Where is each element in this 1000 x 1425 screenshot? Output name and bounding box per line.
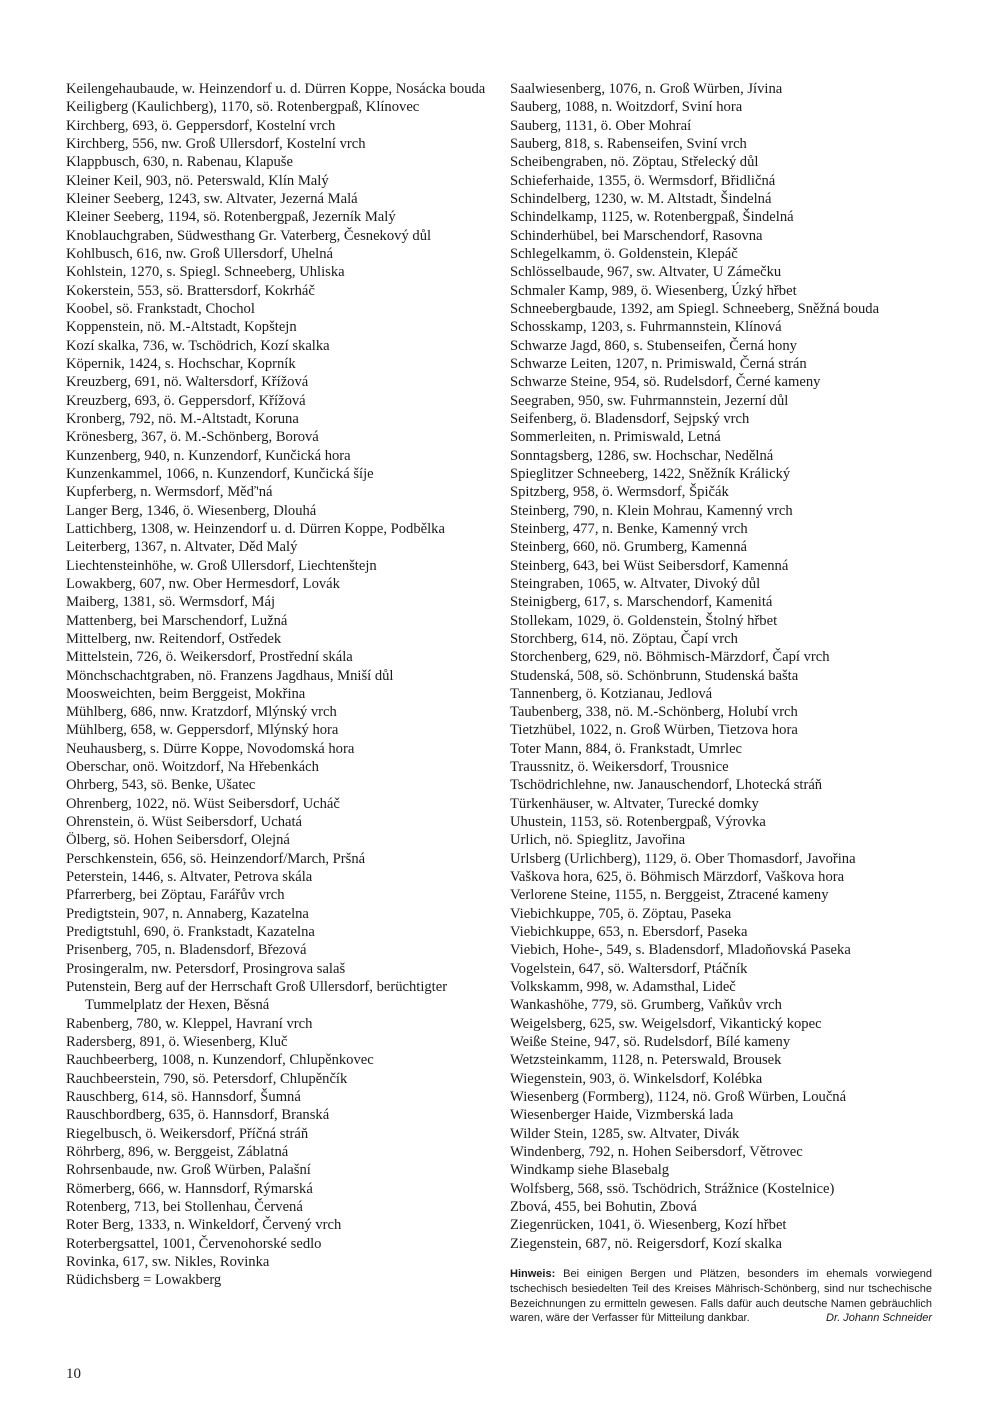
index-entry: Studenská, 508, sö. Schönbrunn, Studenská bašta <box>510 667 799 684</box>
index-entry: Lattichberg, 1308, w. Heinzendorf u. d. Dürren Koppe, Podbělka <box>66 520 445 537</box>
index-entry: Kunzenkammel, 1066, n. Kunzendorf, Kunčická šíje <box>66 465 374 482</box>
index-entry: Schindelkamp, 1125, w. Rotenbergpaß, Šindelná <box>510 209 794 226</box>
index-entry: Kozí skalka, 736, w. Tschödrich, Kozí skalka <box>66 337 330 354</box>
index-entry: Zbová, 455, bei Bohutin, Zbová <box>510 1199 697 1216</box>
index-entry: Mönchschachtgraben, nö. Franzens Jagdhaus, Mniší důl <box>66 667 394 684</box>
index-entry: Tannenberg, ö. Kotzianau, Jedlová <box>510 685 713 702</box>
index-entry: Kirchberg, 693, ö. Geppersdorf, Kostelní vrch <box>66 117 336 134</box>
index-entry: Wiesenberger Haide, Vizmberská lada <box>510 1107 734 1124</box>
index-entry: Röhrberg, 896, w. Berggeist, Záblatná <box>66 1144 289 1161</box>
index-entry: Knoblauchgraben, Südwesthang Gr. Vaterberg, Česnekový důl <box>66 227 432 244</box>
index-entry: Prosingeralm, nw. Petersdorf, Prosingrova salaš <box>66 960 346 977</box>
index-entry: Vogelstein, 647, sö. Waltersdorf, Ptáčník <box>510 960 748 977</box>
index-entry: Türkenhäuser, w. Altvater, Turecké domky <box>510 795 759 812</box>
index-entry: Kreuzberg, 691, nö. Waltersdorf, Křížová <box>66 374 309 391</box>
index-entry: Ohrenberg, 1022, nö. Wüst Seibersdorf, Ucháč <box>66 795 340 812</box>
index-entry: Rüdichsberg = Lowakberg <box>66 1272 222 1289</box>
index-entry: Mittelstein, 726, ö. Weikersdorf, Prostřední skála <box>66 649 353 666</box>
page-number: 10 <box>66 1366 81 1382</box>
index-entry: Leiterberg, 1367, n. Altvater, Děd Malý <box>66 539 298 556</box>
index-entry: Moosweichten, beim Berggeist, Mokřina <box>66 685 306 702</box>
index-entry: Koppenstein, nö. M.-Altstadt, Kopštejn <box>66 319 297 336</box>
index-entry: Saalwiesenberg, 1076, n. Groß Würben, Jívina <box>510 81 783 97</box>
index-entry: Wolfsberg, 568, ssö. Tschödrich, Strážnice (Kostelnice) <box>510 1180 835 1197</box>
index-entry: Mittelberg, nw. Reitendorf, Ostředek <box>66 630 282 647</box>
index-entry: Schindelberg, 1230, w. M. Altstadt, Šindelná <box>510 190 772 207</box>
index-entry: Roter Berg, 1333, n. Winkeldorf, Červený vrch <box>66 1217 342 1234</box>
index-entry: Wetzsteinkamm, 1128, n. Peterswald, Brousek <box>510 1052 782 1069</box>
index-entry: Traussnitz, ö. Weikersdorf, Trousnice <box>510 759 729 776</box>
index-entry: Schieferhaide, 1355, ö. Wermsdorf, Břidličná <box>510 172 776 189</box>
index-entry: Kupferberg, n. Wermsdorf, Měď'ná <box>66 484 273 501</box>
index-entry: Uhustein, 1153, sö. Rotenbergpaß, Výrovka <box>510 814 766 831</box>
index-entry: Steinberg, 643, bei Wüst Seibersdorf, Kamenná <box>510 557 789 574</box>
index-entry: Kleiner Seeberg, 1194, sö. Rotenbergpaß, Jezerník Malý <box>66 209 396 226</box>
index-entry: Köpernik, 1424, s. Hochschar, Koprník <box>66 355 296 372</box>
index-entry: Kohlstein, 1270, s. Spiegl. Schneeberg, Uhliska <box>66 264 345 281</box>
index-entry: Storchberg, 614, nö. Zöptau, Čapí vrch <box>510 630 738 647</box>
index-entry: Wiegenstein, 903, ö. Winkelsdorf, Kolébka <box>510 1070 763 1087</box>
index-entry: Vaškova hora, 625, ö. Böhmisch Märzdorf, Vaškova hora <box>510 869 845 886</box>
index-entry: Weiße Steine, 947, sö. Rudelsdorf, Bílé kameny <box>510 1034 791 1051</box>
index-entry: Schosskamp, 1203, s. Fuhrmannstein, Klínová <box>510 319 782 336</box>
index-entry: Urlich, nö. Spieglitz, Javořina <box>510 832 686 849</box>
index-entry: Schwarze Steine, 954, sö. Rudelsdorf, Černé kameny <box>510 374 821 391</box>
index-entry: Schmaler Kamp, 989, ö. Wiesenberg, Úzký hřbet <box>510 282 797 299</box>
index-entry: Wiesenberg (Formberg), 1124, nö. Groß Würben, Loučná <box>510 1089 847 1106</box>
right-column-entries <box>510 80 935 1253</box>
index-entry: Rauchbeerstein, 790, sö. Petersdorf, Chlupěnčík <box>66 1070 348 1087</box>
index-entry: Stollekam, 1029, ö. Goldenstein, Štolný hřbet <box>510 612 778 629</box>
index-entry: Wilder Stein, 1285, sw. Altvater, Divák <box>510 1125 740 1142</box>
index-entry: Kronberg, 792, nö. M.-Altstadt, Koruna <box>66 410 299 427</box>
right-column <box>510 80 935 1326</box>
index-entry: Weigelsberg, 625, sw. Weigelsdorf, Vikantický kopec <box>510 1015 822 1032</box>
index-entry: Storchenberg, 629, nö. Böhmisch-Märzdorf, Čapí vrch <box>510 649 830 666</box>
index-entry: Mattenberg, bei Marschendorf, Lužná <box>66 612 288 629</box>
note <box>510 1267 932 1326</box>
index-entry: Seegraben, 950, sw. Fuhrmannstein, Jezerní důl <box>510 392 789 409</box>
index-entry: Spitzberg, 958, ö. Wermsdorf, Špičák <box>510 484 729 501</box>
index-entry: Viebichkuppe, 705, ö. Zöptau, Paseka <box>510 905 732 922</box>
index-entry: Krönesberg, 367, ö. M.-Schönberg, Borová <box>66 429 319 446</box>
index-entry: Kreuzberg, 693, ö. Geppersdorf, Křížová <box>66 392 306 409</box>
left-column <box>66 80 496 1290</box>
index-entry: Kohlbusch, 616, nw. Groß Ullersdorf, Uhelná <box>66 245 333 262</box>
index-entry: Ohrberg, 543, sö. Benke, Ušatec <box>66 777 256 794</box>
index-entry: Schwarze Leiten, 1207, n. Primiswald, Černá strán <box>510 355 807 372</box>
index-entry: Maiberg, 1381, sö. Wermsdorf, Máj <box>66 594 276 611</box>
index-entry: Roterbergsattel, 1001, Červenohorské sedlo <box>66 1235 322 1252</box>
index-entry: Liechtensteinhöhe, w. Groß Ullersdorf, Liechtenštejn <box>66 557 377 574</box>
index-entry: Ohrenstein, ö. Wüst Seibersdorf, Uchatá <box>66 814 303 831</box>
index-entry: Kirchberg, 556, nw. Groß Ullersdorf, Kostelní vrch <box>66 135 366 152</box>
index-entry: Steinberg, 660, nö. Grumberg, Kamenná <box>510 539 747 556</box>
index-entry: Lowakberg, 607, nw. Ober Hermesdorf, Lovák <box>66 575 340 592</box>
index-entry: Seifenberg, ö. Bladensdorf, Sejpský vrch <box>510 410 750 427</box>
index-entry: Kunzenberg, 940, n. Kunzendorf, Kunčická hora <box>66 447 351 464</box>
index-entry: Taubenberg, 338, nö. M.-Schönberg, Holubí vrch <box>510 704 798 721</box>
index-entry: Rabenberg, 780, w. Kleppel, Havraní vrch <box>66 1015 313 1032</box>
index-entry: Tietzhübel, 1022, n. Groß Würben, Tietzova hora <box>510 722 798 739</box>
index-entry: Scheibengraben, nö. Zöptau, Střelecký důl <box>510 154 759 171</box>
index-entry: Tschödrichlehne, nw. Janauschendorf, Lhotecká stráň <box>510 777 823 794</box>
index-entry: Steinigberg, 617, s. Marschendorf, Kamenitá <box>510 594 773 611</box>
index-entry: Keilengehaubaude, w. Heinzendorf u. d. Dürren Koppe, Nosácka bouda <box>66 81 486 97</box>
index-entry: Wankashöhe, 779, sö. Grumberg, Vaňkův vrch <box>510 997 782 1014</box>
note-label: Hinweis: <box>510 1268 556 1280</box>
index-entry: Langer Berg, 1346, ö. Wiesenberg, Dlouhá <box>66 502 317 519</box>
index-entry: Kleiner Seeberg, 1243, sw. Altvater, Jezerná Malá <box>66 190 358 207</box>
index-entry: Riegelbusch, ö. Weikersdorf, Příčná stráň <box>66 1125 309 1142</box>
index-entry: Schlegelkamm, ö. Goldenstein, Klepáč <box>510 245 738 262</box>
index-entry: Verlorene Steine, 1155, n. Berggeist, Ztracené kameny <box>510 887 829 904</box>
index-entry: Peterstein, 1446, s. Altvater, Petrova skála <box>66 869 313 886</box>
index-entry: Sauberg, 818, s. Rabenseifen, Sviní vrch <box>510 135 747 152</box>
index-entry: Schwarze Jagd, 860, s. Stubenseifen, Černá hony <box>510 337 797 354</box>
index-entry: Ziegenrücken, 1041, ö. Wiesenberg, Kozí hřbet <box>510 1217 787 1234</box>
index-entry: Neuhausberg, s. Dürre Koppe, Novodomská hora <box>66 740 355 757</box>
index-entry: Spieglitzer Schneeberg, 1422, Sněžník Králický <box>510 465 791 482</box>
index-entry: Ziegenstein, 687, nö. Reigersdorf, Kozí skalka <box>510 1235 782 1252</box>
index-entry: Steinberg, 790, n. Klein Mohrau, Kamenný vrch <box>510 502 793 519</box>
index-entry: Rotenberg, 713, bei Stollenhau, Červená <box>66 1199 303 1216</box>
index-entry: Predigtstein, 907, n. Annaberg, Kazatelna <box>66 905 309 922</box>
index-entry: Windenberg, 792, n. Hohen Seibersdorf, Větrovec <box>510 1144 803 1161</box>
index-entry: Römerberg, 666, w. Hannsdorf, Rýmarská <box>66 1180 313 1197</box>
index-entry: Schinderhübel, bei Marschendorf, Rasovna <box>510 227 763 244</box>
index-entry: Sonntagsberg, 1286, sw. Hochschar, Nedělná <box>510 447 774 464</box>
index-entry: Viebichkuppe, 653, n. Ebersdorf, Paseka <box>510 924 748 941</box>
note-author: Dr. Johann Schneider <box>826 1312 932 1325</box>
index-entry: Mühlberg, 686, nnw. Kratzdorf, Mlýnský vrch <box>66 704 337 721</box>
index-entry: Oberschar, onö. Woitzdorf, Na Hřebenkách <box>66 759 319 776</box>
index-entry: Volkskamm, 998, w. Adamsthal, Lideč <box>510 979 736 996</box>
index-entry: Urlsberg (Urlichberg), 1129, ö. Ober Thomasdorf, Javořina <box>510 850 856 867</box>
index-entry: Sauberg, 1131, ö. Ober Mohraí <box>510 117 692 134</box>
index-entry: Mühlberg, 658, w. Geppersdorf, Mlýnský hora <box>66 722 339 739</box>
index-entry: Pfarrerberg, bei Zöptau, Farářův vrch <box>66 887 285 904</box>
index-entry: Klappbusch, 630, n. Rabenau, Klapuše <box>66 154 293 171</box>
index-entry: Koobel, sö. Frankstadt, Chochol <box>66 300 255 317</box>
index-entry: Kleiner Keil, 903, nö. Peterswald, Klín Malý <box>66 172 329 189</box>
index-entry: Sommerleiten, n. Primiswald, Letná <box>510 429 721 446</box>
index-entry: Rovinka, 617, sw. Nikles, Rovinka <box>66 1254 270 1270</box>
index-entry: Rohrsenbaude, nw. Groß Würben, Palašní <box>66 1162 311 1179</box>
index-entry: Perschkenstein, 656, sö. Heinzendorf/March, Pršná <box>66 850 366 867</box>
index-entry: Viebich, Hohe-, 549, s. Bladensdorf, Mladoňovská Paseka <box>510 942 851 959</box>
index-entry: Sauberg, 1088, n. Woitzdorf, Sviní hora <box>510 99 743 116</box>
index-entry: Putenstein, Berg auf der Herrschaft Groß Ullersdorf, berüchtigter Tummelplatz der Hexen, Běsná <box>66 979 448 1014</box>
index-entry: Windkamp siehe Blasebalg <box>510 1162 670 1179</box>
index-entry: Keiligberg (Kaulichberg), 1170, sö. Rotenbergpaß, Klínovec <box>66 99 420 116</box>
index-entry: Ölberg, sö. Hohen Seibersdorf, Olejná <box>66 832 290 849</box>
index-entry: Rauchbeerberg, 1008, n. Kunzendorf, Chlupěnkovec <box>66 1052 374 1069</box>
index-entry: Schneebergbaude, 1392, am Spiegl. Schneeberg, Sněžná bouda <box>510 300 880 317</box>
index-entry: Radersberg, 891, ö. Wiesenberg, Kluč <box>66 1034 288 1051</box>
note-text: Bei einigen Bergen und Plätzen, besonders im ehemals vorwiegend tschechisch besiedelten Teil des Kreises Mährisch-Schönberg, sind nur tschechische Bezeichnungen zu ermitteln gewesen. Falls dafür auch deutsche Namen gebräuchlich waren, wäre der Verfasser für Mitteilung dankbar. <box>510 1268 932 1325</box>
index-entry: Prisenberg, 705, n. Bladensdorf, Březová <box>66 942 307 959</box>
index-entry: Kokerstein, 553, sö. Brattersdorf, Kokrháč <box>66 282 315 299</box>
index-entry: Schlösselbaude, 967, sw. Altvater, U Zámečku <box>510 264 782 281</box>
index-entry: Predigtstuhl, 690, ö. Frankstadt, Kazatelna <box>66 924 315 941</box>
index-entry: Rauschberg, 614, sö. Hannsdorf, Šumná <box>66 1089 301 1106</box>
index-entry: Toter Mann, 884, ö. Frankstadt, Umrlec <box>510 740 743 757</box>
index-entry: Steinberg, 477, n. Benke, Kamenný vrch <box>510 520 748 537</box>
index-entry: Rauschbordberg, 635, ö. Hannsdorf, Branská <box>66 1107 330 1124</box>
index-entry: Steingraben, 1065, w. Altvater, Divoký důl <box>510 575 761 592</box>
